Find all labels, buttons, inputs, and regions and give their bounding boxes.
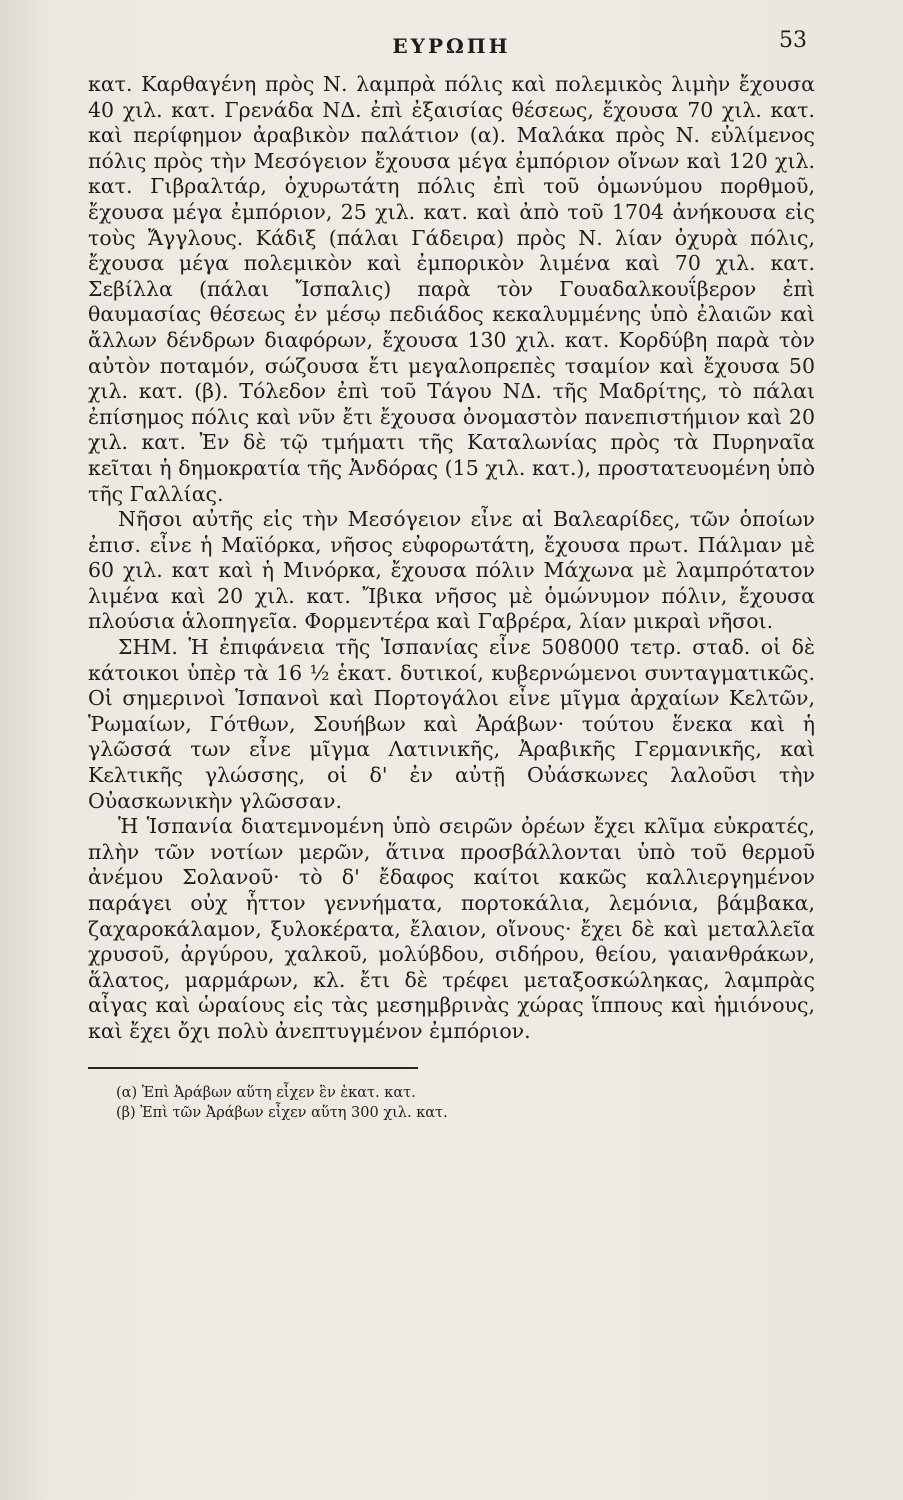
paragraph-note: ΣΗΜ. Ἡ ἐπιφάνεια τῆς Ἱσπανίας εἶνε 508000 τετρ. σταδ. οἱ δὲ κάτοικοι ὑπὲρ τὰ 16 ½ ἑκατ. δυτικοί, κυβερνώμενοι συνταγματικῶς. Οἱ σημερινοὶ Ἱσπανοὶ καὶ Πορτογάλοι εἶνε μῖγμα ἀρχαίων Κελτῶν, Ῥωμαίων, Γότθων, Σουήβων καὶ Ἀράβων· τούτου ἕνεκα καὶ ἡ γλῶσσά των εἶνε μῖγμα Λατινικῆς, Ἀραβικῆς Γερμανικῆς, καὶ Κελτικῆς γλώσσης, οἱ δ' ἐν αὐτῇ Οὐάσκωνες λαλοῦσι τὴν Οὐασκωνικὴν γλῶσσαν. — [88, 635, 815, 813]
page-header — [88, 28, 815, 72]
footnote-divider — [88, 1067, 418, 1069]
paragraph-spain-cities: κατ. Καρθαγένη πρὸς Ν. λαμπρὰ πόλις καὶ πολεμικὸς λιμὴν ἔχουσα 40 χιλ. κατ. Γρενάδα ΝΔ. ἐπὶ ἐξαισίας θέσεως, ἔχουσα 70 χιλ. κατ. καὶ περίφημον ἀραβικὸν παλάτιον (α). Μαλάκα πρὸς Ν. εὐλίμενος πόλις πρὸς τὴν Μεσόγειον ἔχουσα μέγα ἐμπόριον οἴνων καὶ 120 χιλ. κατ. Γιβραλτάρ, ὀχυρωτάτη πόλις ἐπὶ τοῦ ὁμωνύμου πορθμοῦ, ἔχουσα μέγα ἐμπόριον, 25 χιλ. κατ. καὶ ἀπὸ τοῦ 1704 ἀνήκουσα εἰς τοὺς Ἄγγλους. Κάδιξ (πάλαι Γάδειρα) πρὸς Ν. λίαν ὀχυρὰ πόλις, ἔχουσα μέγα πολεμικὸν καὶ ἐμπορικὸν λιμένα καὶ 70 χιλ. κατ. Σεβίλλα (πάλαι Ἴσπαλις) παρὰ τὸν Γουαδαλκουΐβερον ἐπὶ θαυμασίας θέσεως ἐν μέσῳ πεδιάδος κεκαλυμμένης ὑπὸ ἐλαιῶν καὶ ἄλλων δένδρων διαφόρων, ἔχουσα 130 χιλ. κατ. Κορδύβη παρὰ τὸν αὐτὸν ποταμόν, σώζουσα ἔτι μεγαλοπρεπὲς τσαμίον καὶ ἔχουσα 50 χιλ. κατ. (β). Τόλεδον ἐπὶ τοῦ Τάγου ΝΔ. τῆς Μαδρίτης, τὸ πάλαι ἐπίσημος πόλις καὶ νῦν ἔτι ἔχουσα ὀνομαστὸν πανεπιστήμιον καὶ 20 χιλ. κατ. Ἐν δὲ τῷ τμήματι τῆς Καταλωνίας πρὸς τὰ Πυρηναῖα κεῖται ἡ δημοκρατία τῆς Ἀνδόρας (15 χιλ. κατ.), προστατευομένη ὑπὸ τῆς Γαλλίας. — [88, 72, 815, 506]
running-head: ΕΥΡΩΠΗ — [392, 34, 511, 58]
footnote-b: (β) Ἐπὶ τῶν Ἀράβων εἶχεν αὕτη 300 χιλ. κατ. — [116, 1104, 448, 1121]
body-text — [88, 72, 815, 1045]
footnotes — [88, 1083, 815, 1123]
page-number: 53 — [779, 28, 807, 53]
footnote-a: (α) Ἐπὶ Ἀράβων αὕτη εἶχεν ἓν ἑκατ. κατ. — [116, 1084, 416, 1101]
paragraph-islands: Νῆσοι αὐτῆς εἰς τὴν Μεσόγειον εἶνε αἱ Βαλεαρίδες, τῶν ὁποίων ἐπισ. εἶνε ἡ Μαϊόρκα, νῆσος εὐφορωτάτη, ἔχουσα πρωτ. Πάλμαν μὲ 60 χιλ. κατ καὶ ἡ Μινόρκα, ἔχουσα πόλιν Μάχωνα μὲ λαμπρότατον λιμένα καὶ 20 χιλ. κατ. Ἴβικα νῆσος μὲ ὁμώνυμον πόλιν, ἔχουσα πλούσια ἁλοπηγεῖα. Φορμεντέρα καὶ Γαβρέρα, λίαν μικραὶ νῆσοι. — [88, 507, 815, 634]
paragraph-climate-products: Ἡ Ἱσπανία διατεμνομένη ὑπὸ σειρῶν ὀρέων ἔχει κλῖμα εὐκρατές, πλὴν τῶν νοτίων μερῶν, ἅτινα προσβάλλονται ὑπὸ τοῦ θερμοῦ ἀνέμου Σολανοῦ· τὸ δ' ἔδαφος καίτοι κακῶς καλλιεργημένον παράγει οὐχ ἧττον γεννήματα, πορτοκάλια, λεμόνια, βάμβακα, ζαχαροκάλαμον, ξυλοκέρατα, ἔλαιον, οἴνους· ἔχει δὲ καὶ μεταλλεῖα χρυσοῦ, ἀργύρου, χαλκοῦ, μολύβδου, σιδήρου, θείου, γαιανθράκων, ἅλατος, μαρμάρων, κλ. ἔτι δὲ τρέφει μεταξοσκώληκας, λαμπρὰς αἶγας καὶ ὡραίους εἰς τὰς μεσημβρινὰς χώρας ἵππους καὶ ἡμιόνους, καὶ ἔχει ὄχι πολὺ ἀνεπτυγμένον ἐμπόριον. — [88, 814, 815, 1043]
